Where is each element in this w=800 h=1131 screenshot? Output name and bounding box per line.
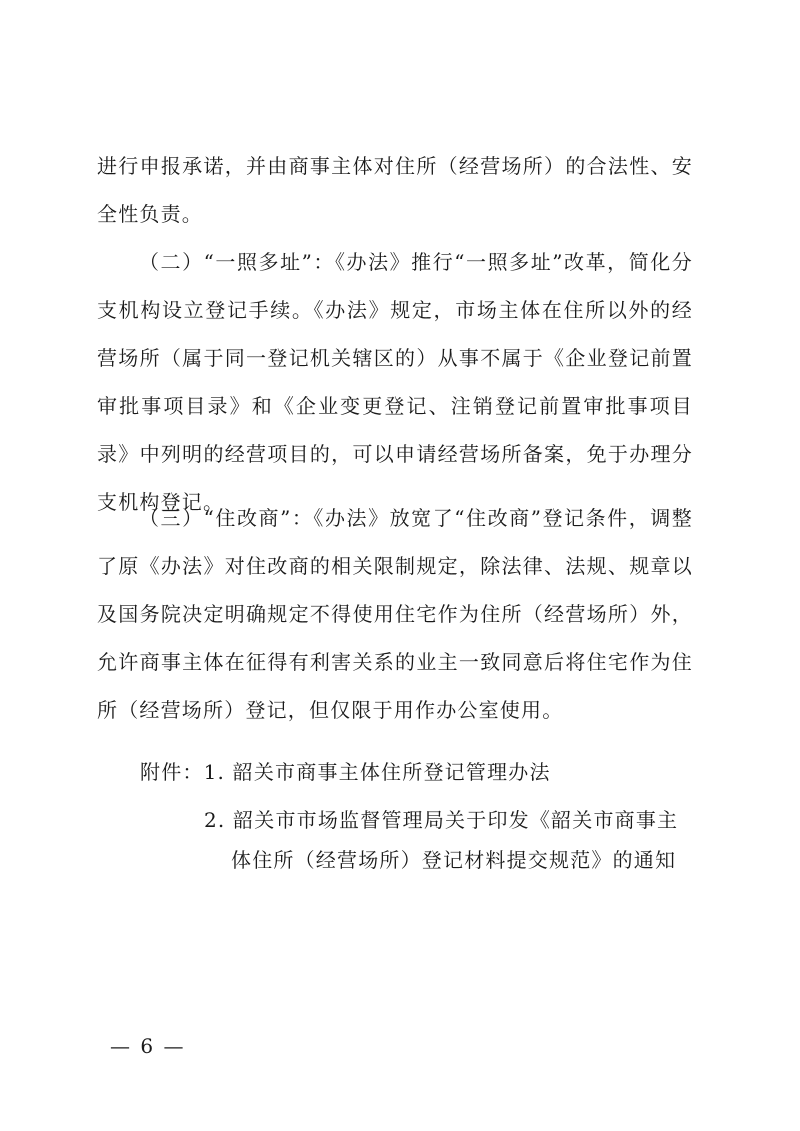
attachment-item-1 xyxy=(140,748,551,796)
attachment-item-1-text: 1. 韶关市商事主体住所登记管理办法 xyxy=(203,760,551,784)
paragraph-residence-to-commercial: （三）“住改商”：《办法》放宽了“住改商”登记条件，调整了原《办法》对住改商的相关限制规定，除法律、法规、规章以及国务院决定明确规定不得使用住宅作为住所（经营场所）外，允许商事主体在征得有利害关系的业主一致同意后将住宅作为住所（经营场所）登记，但仅限于用作办公室使用。 xyxy=(97,506,693,722)
attachment-item-2-line-2: 体住所（经营场所）登记材料提交规范》的通知 xyxy=(231,848,677,872)
page-number: — 6 — xyxy=(110,1034,186,1058)
paragraph-continuation: 进行申报承诺，并由商事主体对住所（经营场所）的合法性、安全性负责。 xyxy=(97,154,693,226)
attachment-label: 附件： xyxy=(140,760,204,784)
paragraph-one-license-multi-address: （二）“一照多址”：《办法》推行“一照多址”改革，简化分支机构设立登记手续。《办法》规定，市场主体在住所以外的经营场所（属于同一登记机关辖区的）从事不属于《企业登记前置审批事项目录》和《企业变更登记、注销登记前置审批事项目录》中列明的经营项目的，可以申请经营场所备案，免于办理分支机构登记。 xyxy=(97,250,693,514)
attachment-item-2-line-1: 2. 韶关市市场监督管理局关于印发《韶关市商事主 xyxy=(204,808,679,832)
